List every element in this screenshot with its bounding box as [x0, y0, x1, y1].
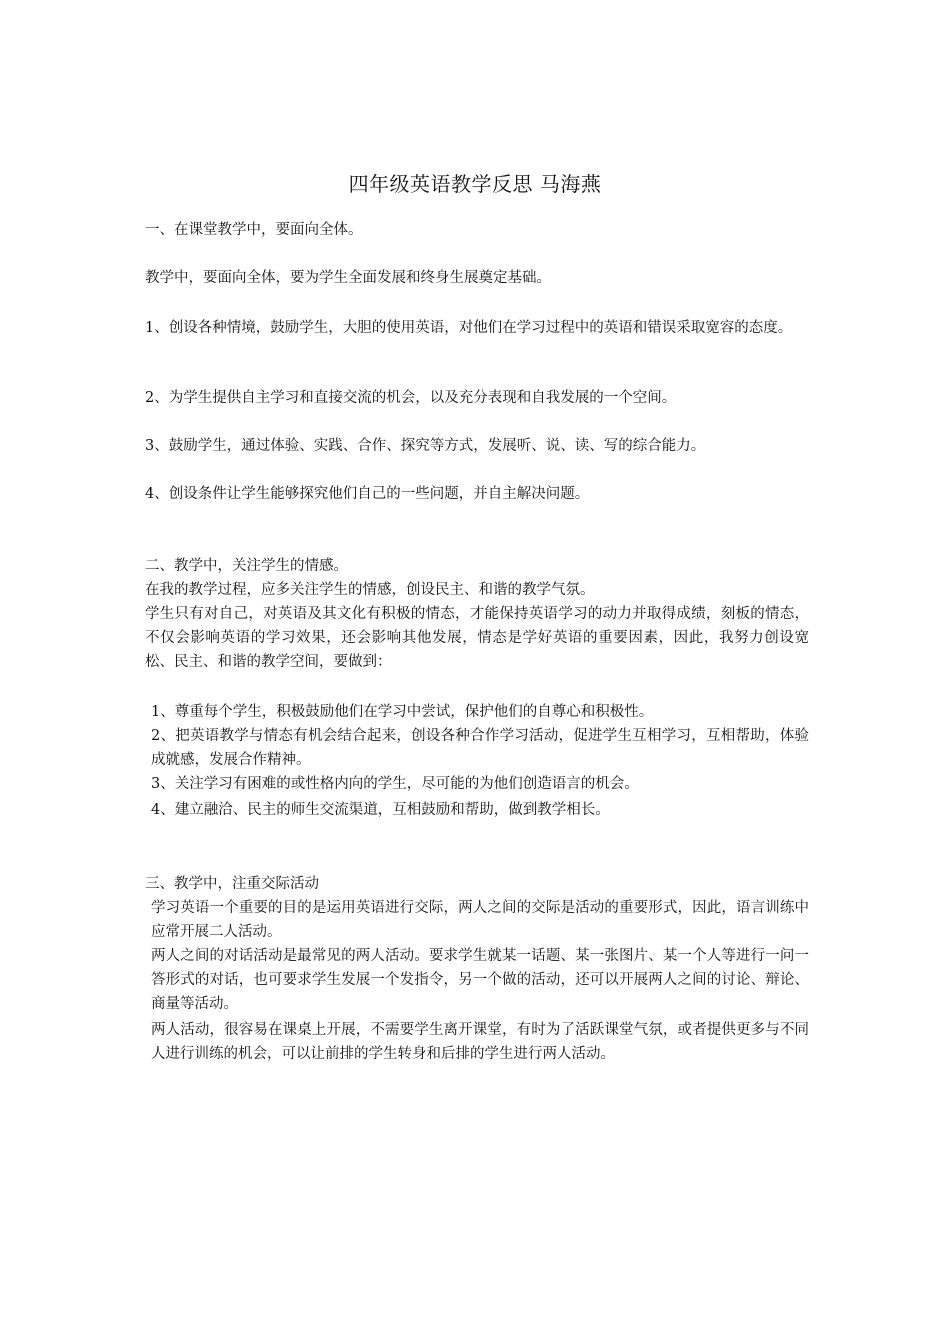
section1-heading: 一、在课堂教学中，要面向全体。 [145, 222, 363, 238]
section2-paragraph-2: 学生只有对自己，对英语及其文化有积极的情态，才能保持英语学习的动力并取得成绩，刻板的情态，不仅会影响英语的学习效果，还会影响其他发展，情态是学好英语的重要因素，因此，我努力创设宽松、民主、和谐的教学空间，要做到： [145, 606, 809, 670]
section1-item-2: 2、为学生提供自主学习和直接交流的机会，以及充分表现和自我发展的一个空间。 [145, 390, 677, 406]
section2-item-2: 2、把英语教学与情态有机会结合起来，创设各种合作学习活动，促进学生互相学习，互相帮助，体验成就感，发展合作精神。 [151, 728, 809, 768]
section1-item-3: 3、鼓励学生，通过体验、实践、合作、探究等方式，发展听、说、读、写的综合能力。 [145, 438, 706, 454]
section2-item-3: 3、关注学习有困难的或性格内向的学生，尽可能的为他们创造语言的机会。 [151, 776, 639, 792]
section1-intro: 教学中，要面向全体，要为学生全面发展和终身生展奠定基础。 [145, 270, 551, 286]
section2-item-4: 4、建立融洽、民主的师生交流渠道，互相鼓励和帮助，做到教学相长。 [151, 802, 610, 818]
section3-paragraph-1: 学习英语一个重要的目的是运用英语进行交际，两人之间的交际是活动的重要形式，因此，语言训练中应常开展二人活动。 [151, 900, 809, 940]
section3-paragraph-2: 两人之间的对话活动是最常见的两人活动。要求学生就某一话题、某一张图片、某一个人等进行一问一答形式的对话，也可要求学生发展一个发指令，另一个做的活动，还可以开展两人之间的讨论、辩论、商量等活动。 [151, 948, 809, 1012]
section1-item-4: 4、创设条件让学生能够探究他们自己的一些问题，并自主解决问题。 [145, 486, 590, 502]
section2-heading: 二、教学中，关注学生的情感。 [145, 558, 348, 574]
section2-item-1: 1、尊重每个学生，积极鼓励他们在学习中尝试，保护他们的自尊心和积极性。 [151, 704, 654, 720]
section3-heading: 三、教学中，注重交际活动 [145, 876, 319, 892]
section3-paragraph-3: 两人活动，很容易在课桌上开展，不需要学生离开课堂，有时为了活跃课堂气氛，或者提供更多与不同人进行训练的机会，可以让前排的学生转身和后排的学生进行两人活动。 [151, 1022, 809, 1062]
section1-item-1: 1、创设各种情境，鼓励学生，大胆的使用英语，对他们在学习过程中的英语和错误采取宽容的态度。 [145, 320, 793, 336]
section2-paragraph-1: 在我的教学过程，应多关注学生的情感，创设民主、和谐的教学气氛。 [145, 582, 595, 598]
document-title: 四年级英语教学反思 马海燕 [348, 172, 602, 196]
